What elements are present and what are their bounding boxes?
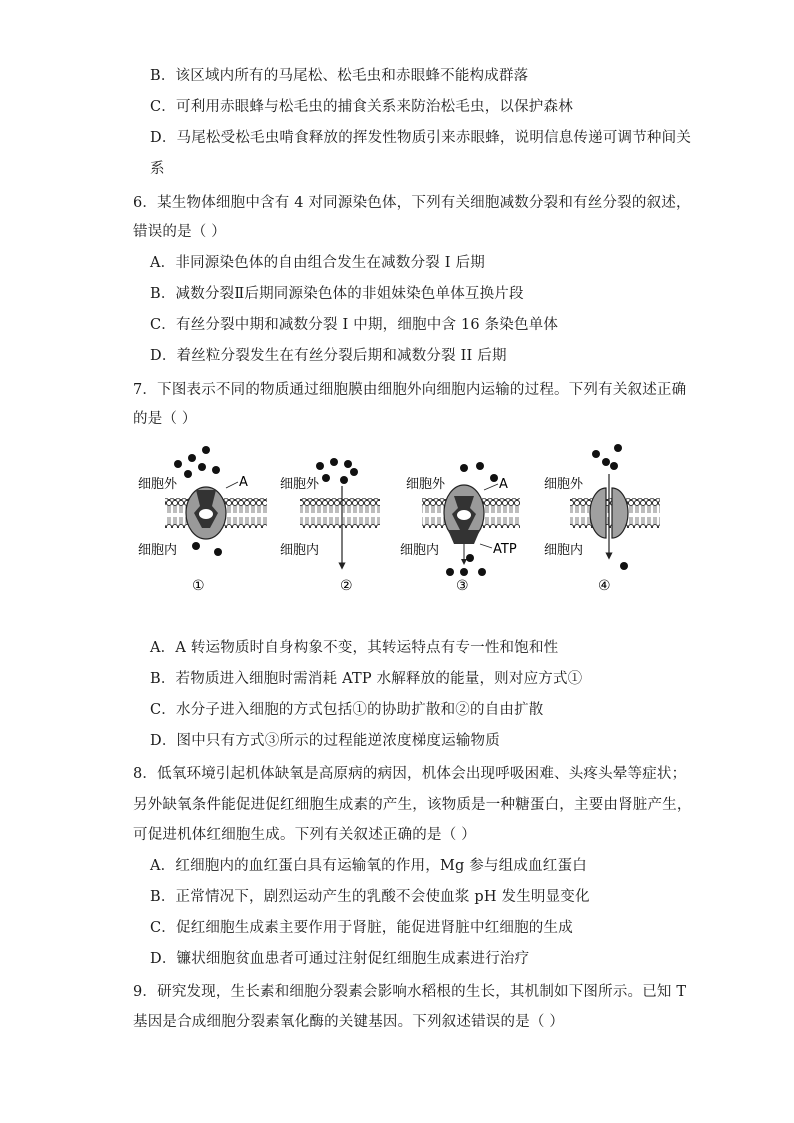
- q6-option-c: C．有丝分裂中期和减数分裂 I 中期，细胞中含 16 条染色单体: [150, 317, 559, 333]
- q6-option-d: D．着丝粒分裂发生在有丝分裂后期和减数分裂 II 后期: [150, 348, 507, 364]
- panel-number-2: ②: [340, 578, 353, 594]
- label-outside-1: 细胞外: [138, 477, 178, 492]
- panel-number-1: ①: [192, 578, 205, 594]
- membrane-transport-figure: [130, 440, 670, 600]
- q6-option-a: A．非同源染色体的自由组合发生在减数分裂 I 后期: [150, 255, 485, 271]
- q7-option-c: C．水分子进入细胞的方式包括①的协助扩散和②的自由扩散: [150, 702, 544, 718]
- panel-number-3: ③: [456, 578, 469, 594]
- q7-option-a: A．A 转运物质时自身构象不变，其转运特点有专一性和饱和性: [150, 640, 559, 656]
- label-inside-1: 细胞内: [138, 543, 178, 558]
- q7-stem: 7．下图表示不同的物质通过细胞膜由细胞外向细胞内运输的过程。下列有关叙述正确: [133, 382, 687, 398]
- q6-option-b: B．减数分裂Ⅱ后期同源染色体的非姐妹染色单体互换片段: [150, 286, 524, 302]
- q8-stem: 8．低氧环境引起机体缺氧是高原病的病因，机体会出现呼吸困难、头疼头晕等症状；: [133, 766, 687, 782]
- q6-stem: 6．某生物体细胞中含有 4 对同源染色体，下列有关细胞减数分裂和有丝分裂的叙述，: [133, 195, 691, 211]
- q8-stem-cont-1: 另外缺氧条件能促进促红细胞生成素的产生，该物质是一种糖蛋白，主要由肾脏产生，: [133, 797, 692, 813]
- q5-option-d: D．马尾松受松毛虫啃食释放的挥发性物质引来赤眼蜂，说明信息传递可调节种间关: [150, 130, 692, 146]
- label-inside-4: 细胞内: [544, 543, 584, 558]
- label-outside-2: 细胞外: [280, 477, 320, 492]
- q8-stem-cont-2: 可促进机体红细胞生成。下列有关叙述正确的是（ ）: [133, 827, 476, 843]
- q8-option-c: C．促红细胞生成素主要作用于肾脏，能促进肾脏中红细胞的生成: [150, 920, 573, 936]
- label-a-3: A: [499, 477, 508, 492]
- q6-stem-cont: 错误的是（ ）: [133, 224, 227, 240]
- q7-option-d: D．图中只有方式③所示的过程能逆浓度梯度运输物质: [150, 733, 500, 749]
- label-inside-3: 细胞内: [400, 543, 440, 558]
- panel-3-active-transport: [400, 462, 520, 594]
- q8-option-b: B．正常情况下，剧烈运动产生的乳酸不会使血浆 pH 发生明显变化: [150, 889, 590, 905]
- panel-1-carrier-transport: [138, 446, 267, 594]
- label-a-1: A: [239, 475, 248, 490]
- label-outside-4: 细胞外: [544, 477, 584, 492]
- label-inside-2: 细胞内: [280, 543, 320, 558]
- q8-option-a: A．红细胞内的血红蛋白具有运输氧的作用，Mg 参与组成血红蛋白: [150, 858, 587, 874]
- q7-option-b: B．若物质进入细胞时需消耗 ATP 水解释放的能量，则对应方式①: [150, 671, 583, 687]
- panel-number-4: ④: [598, 578, 611, 594]
- panel-4-channel-transport: [544, 444, 660, 594]
- q9-stem: 9．研究发现，生长素和细胞分裂素会影响水稻根的生长，其机制如下图所示。已知 T: [133, 984, 687, 1000]
- q5-option-c: C．可利用赤眼蜂与松毛虫的捕食关系来防治松毛虫，以保护森林: [150, 99, 573, 115]
- q7-stem-cont: 的是（ ）: [133, 411, 197, 427]
- q5-option-b: B．该区域内所有的马尾松、松毛虫和赤眼蜂不能构成群落: [150, 68, 529, 84]
- q9-stem-cont: 基因是合成细胞分裂素氧化酶的关键基因。下列叙述错误的是（ ）: [133, 1014, 565, 1030]
- label-outside-3: 细胞外: [406, 477, 446, 492]
- q5-option-d-cont: 系: [150, 161, 165, 177]
- label-atp: ATP: [493, 542, 517, 557]
- q8-option-d: D．镰状细胞贫血患者可通过注射促红细胞生成素进行治疗: [150, 951, 530, 967]
- panel-2-free-diffusion: [280, 458, 380, 594]
